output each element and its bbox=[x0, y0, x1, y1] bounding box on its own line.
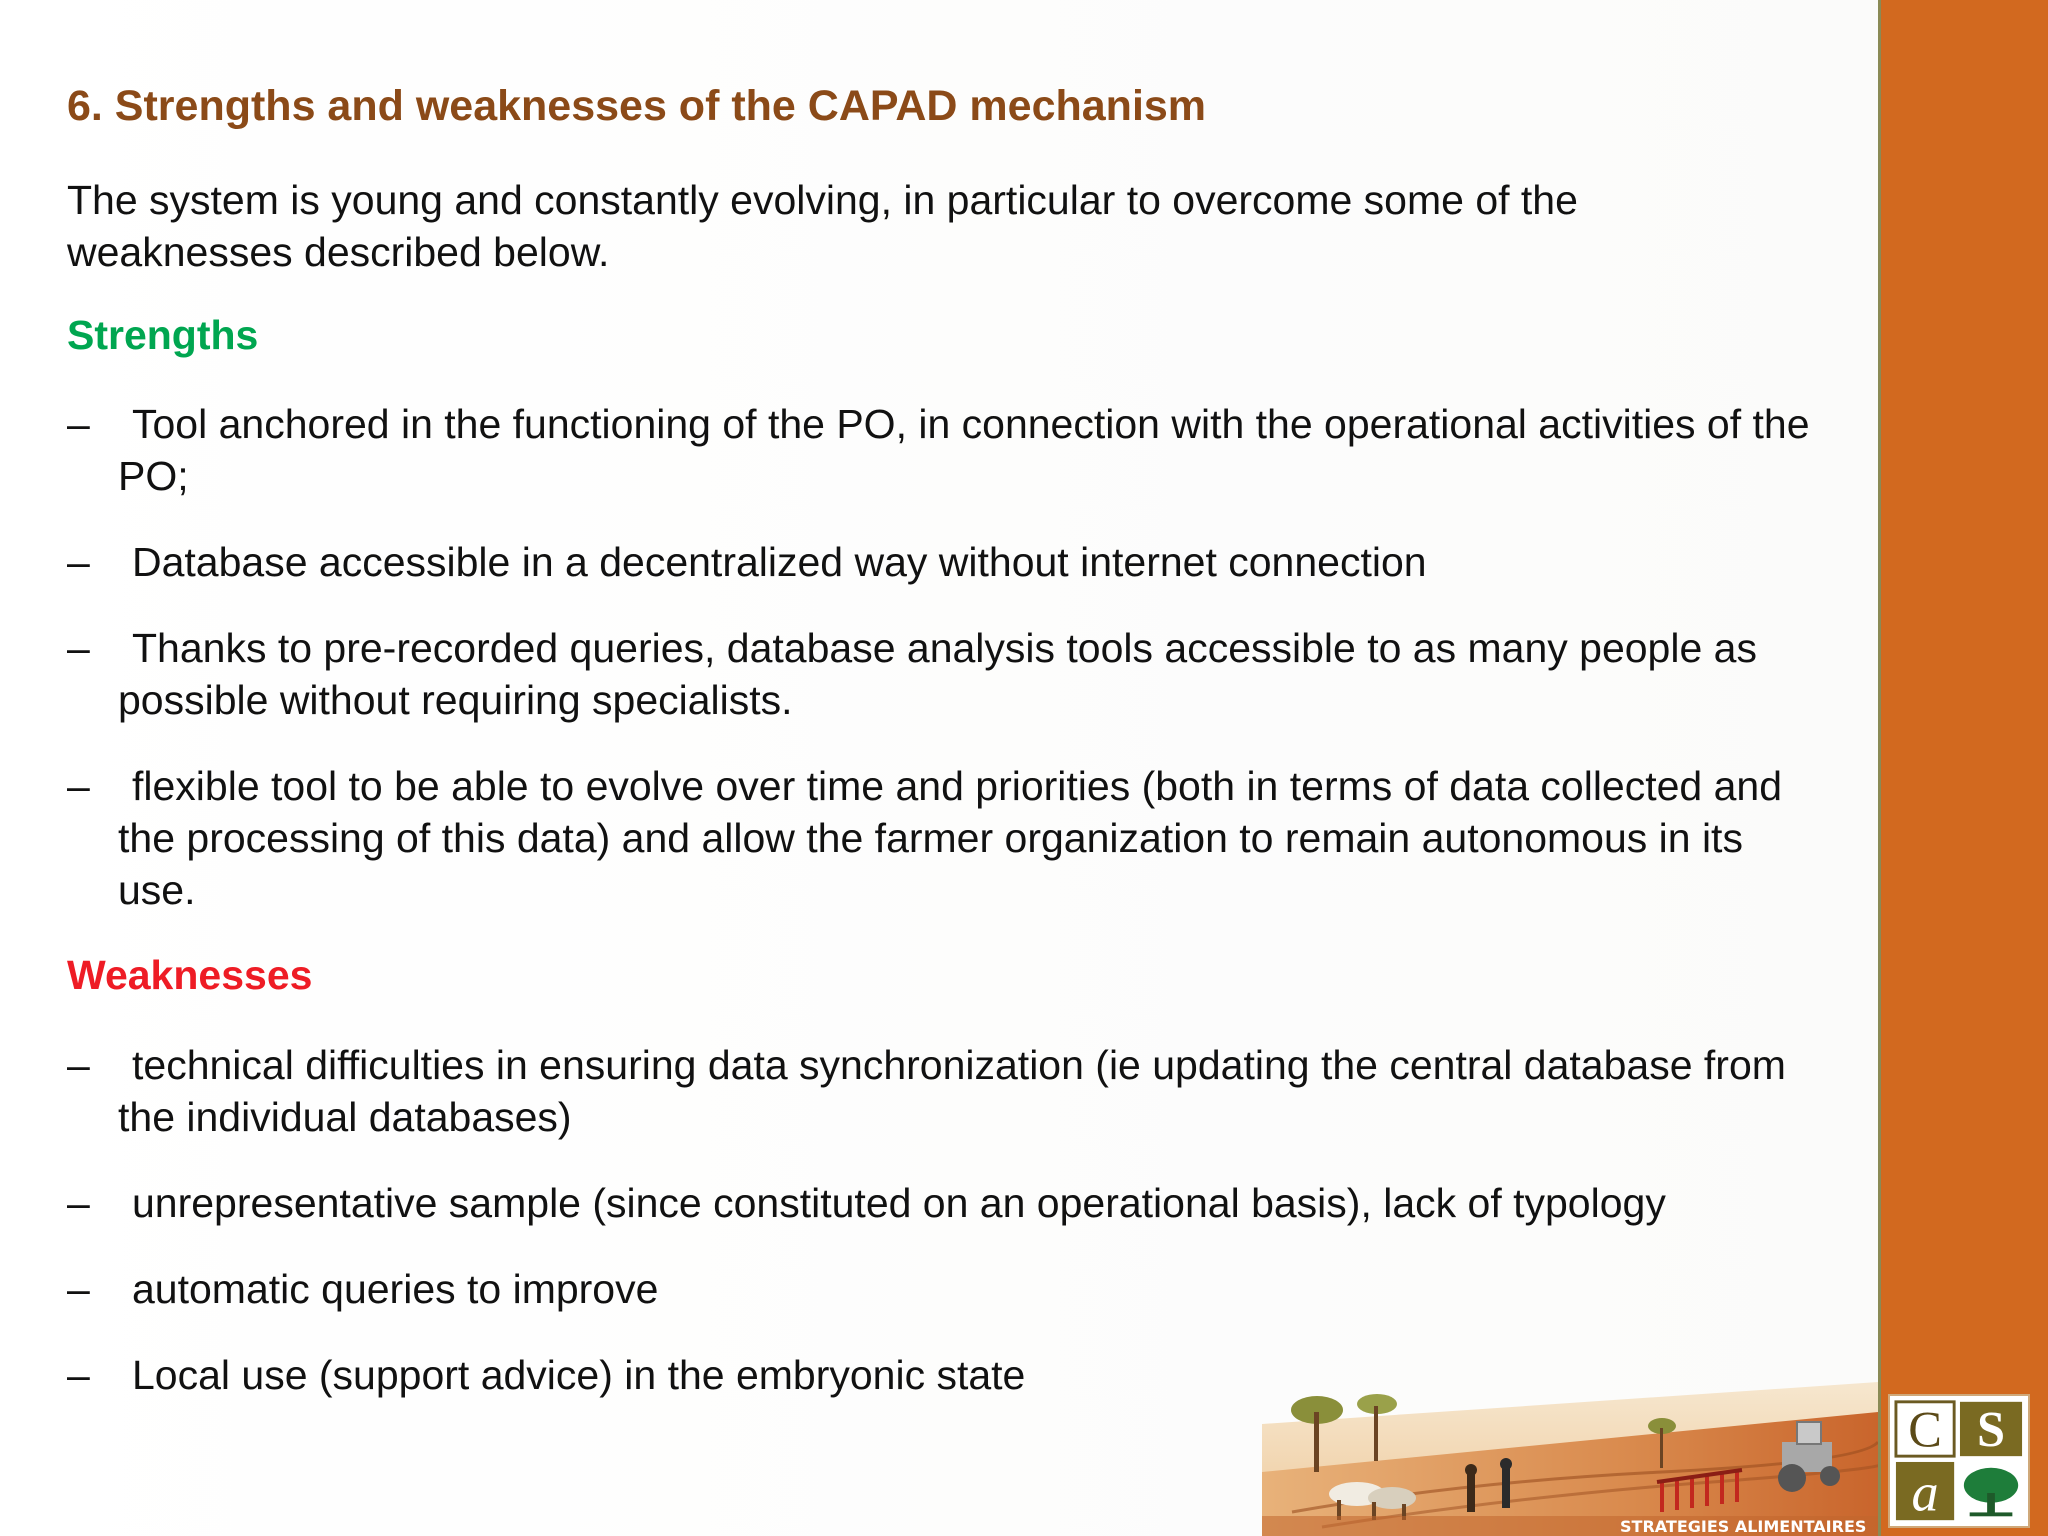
bullet-dash: – bbox=[67, 1042, 90, 1088]
bullet-dash: – bbox=[67, 1352, 90, 1398]
weakness-text: Local use (support advice) in the embryonic state bbox=[132, 1352, 1026, 1398]
list-item bbox=[67, 622, 1827, 726]
weaknesses-heading: Weaknesses bbox=[67, 952, 313, 998]
list-item bbox=[67, 760, 1827, 916]
strengths-heading: Strengths bbox=[67, 312, 259, 358]
farming-illustration bbox=[1262, 1382, 1878, 1536]
list-item bbox=[67, 1177, 1827, 1229]
csa-logo bbox=[1888, 1394, 2030, 1528]
list-item bbox=[67, 536, 1827, 588]
right-accent-bar bbox=[1878, 0, 2048, 1536]
weaknesses-list bbox=[67, 1039, 1827, 1435]
weakness-text: unrepresentative sample (since constituted on an operational basis), lack of typology bbox=[132, 1180, 1666, 1226]
bullet-dash: – bbox=[67, 401, 90, 447]
strengths-list bbox=[67, 398, 1827, 950]
intro-paragraph: The system is young and constantly evolving, in particular to overcome some of the weaknesses described below. bbox=[67, 177, 1578, 275]
list-item bbox=[67, 1039, 1827, 1143]
logo-letter-s: S bbox=[1976, 1401, 2006, 1458]
weakness-text: automatic queries to improve bbox=[132, 1266, 659, 1312]
weakness-text: technical difficulties in ensuring data synchronization (ie updating the central database from the individual databases) bbox=[118, 1042, 1786, 1140]
bullet-dash: – bbox=[67, 625, 90, 671]
footer-caption: STRATEGIES ALIMENTAIRES bbox=[1620, 1517, 1867, 1536]
bullet-dash: – bbox=[67, 539, 90, 585]
bullet-dash: – bbox=[67, 1266, 90, 1312]
bullet-dash: – bbox=[67, 1180, 90, 1226]
strength-text: flexible tool to be able to evolve over time and priorities (both in terms of data collected and the processing of this data) and allow the farmer organization to remain autonomous in its use. bbox=[118, 763, 1783, 913]
logo-letter-c: C bbox=[1908, 1401, 1942, 1458]
strength-text: Thanks to pre-recorded queries, database analysis tools accessible to as many people as possible without requiring specialists. bbox=[118, 625, 1757, 723]
list-item bbox=[67, 1263, 1827, 1315]
list-item bbox=[67, 398, 1827, 502]
logo-letter-a: a bbox=[1911, 1462, 1939, 1523]
strength-text: Tool anchored in the functioning of the PO, in connection with the operational activities of the PO; bbox=[118, 401, 1810, 499]
strength-text: Database accessible in a decentralized way without internet connection bbox=[132, 539, 1427, 585]
bullet-dash: – bbox=[67, 763, 90, 809]
slide-title: 6. Strengths and weaknesses of the CAPAD mechanism bbox=[67, 82, 1207, 130]
